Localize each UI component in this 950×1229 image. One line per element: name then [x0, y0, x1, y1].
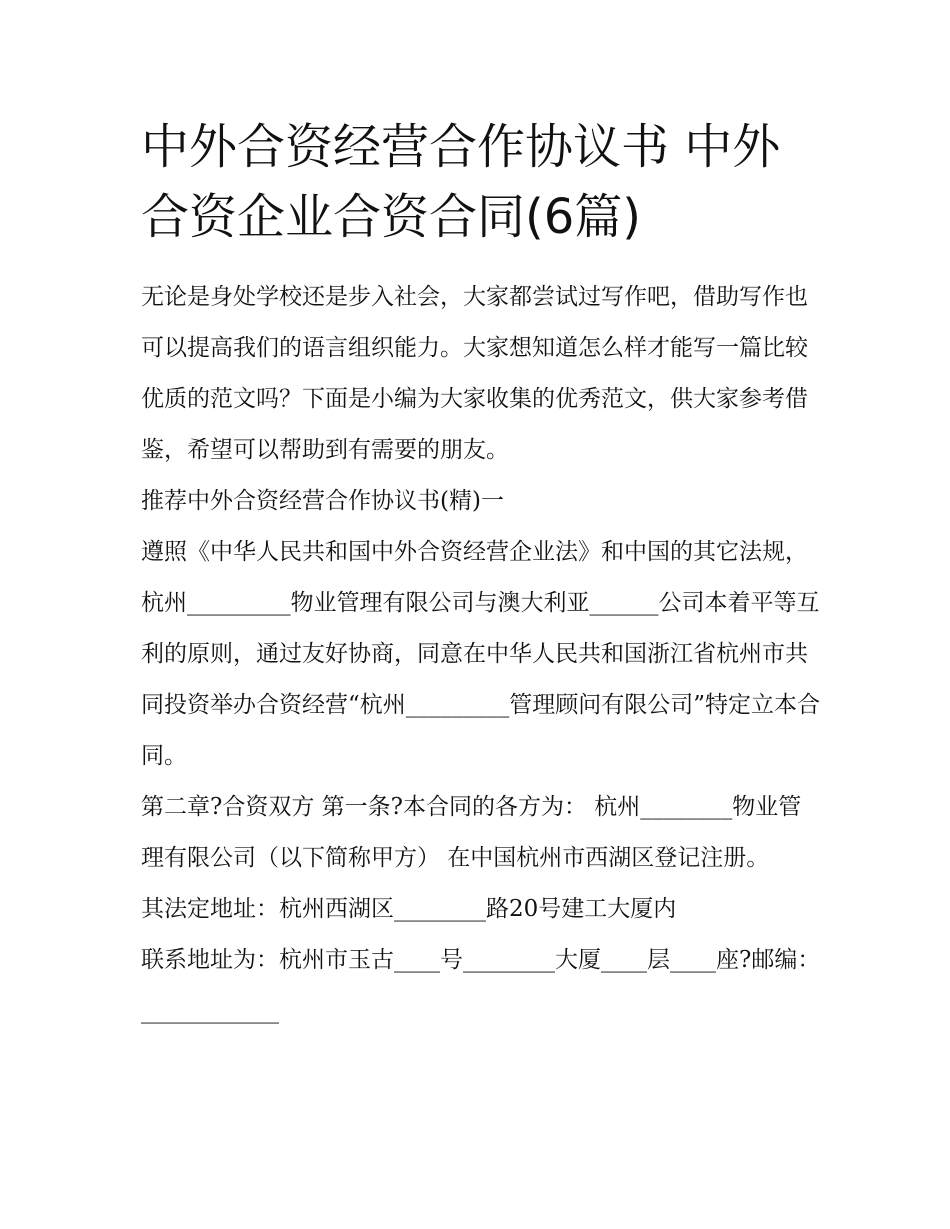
- contract-preamble: 遵照《中华人民共和国中外合资经营企业法》和中国的其它法规，杭州_________物业管理有限公司与澳大利亚______公司本着平等互利的原则，通过友好协商，同意在中华人民共和国浙江省杭州市共同投资举办合资经营“杭州_________管理顾问有限公司”特定立本合同。: [141, 539, 821, 769]
- chapter-two-parties: 第二章?合资双方 第一条?本合同的各方为： 杭州________物业管理有限公司（以下简称甲方） 在中国杭州市西湖区登记注册。: [141, 794, 802, 871]
- contact-address: 联系地址为：杭州市玉古____号________大厦____层____座?邮编：____________: [141, 947, 821, 1024]
- legal-address: 其法定地址：杭州西湖区________路20号建工大厦内: [141, 896, 677, 922]
- document-title: 中外合资经营合作协议书 中外合资企业合资合同(6篇): [141, 119, 781, 245]
- document-page: [141, 112, 821, 1037]
- section-heading: 推荐中外合资经营合作协议书(精)一: [141, 488, 504, 514]
- intro-paragraph: 无论是身处学校还是步入社会，大家都尝试过写作吧，借助写作也可以提高我们的语言组织能力。大家想知道怎么样才能写一篇比较优质的范文吗？下面是小编为大家收集的优秀范文，供大家参考借鉴，希望可以帮助到有需要的朋友。: [141, 284, 808, 463]
